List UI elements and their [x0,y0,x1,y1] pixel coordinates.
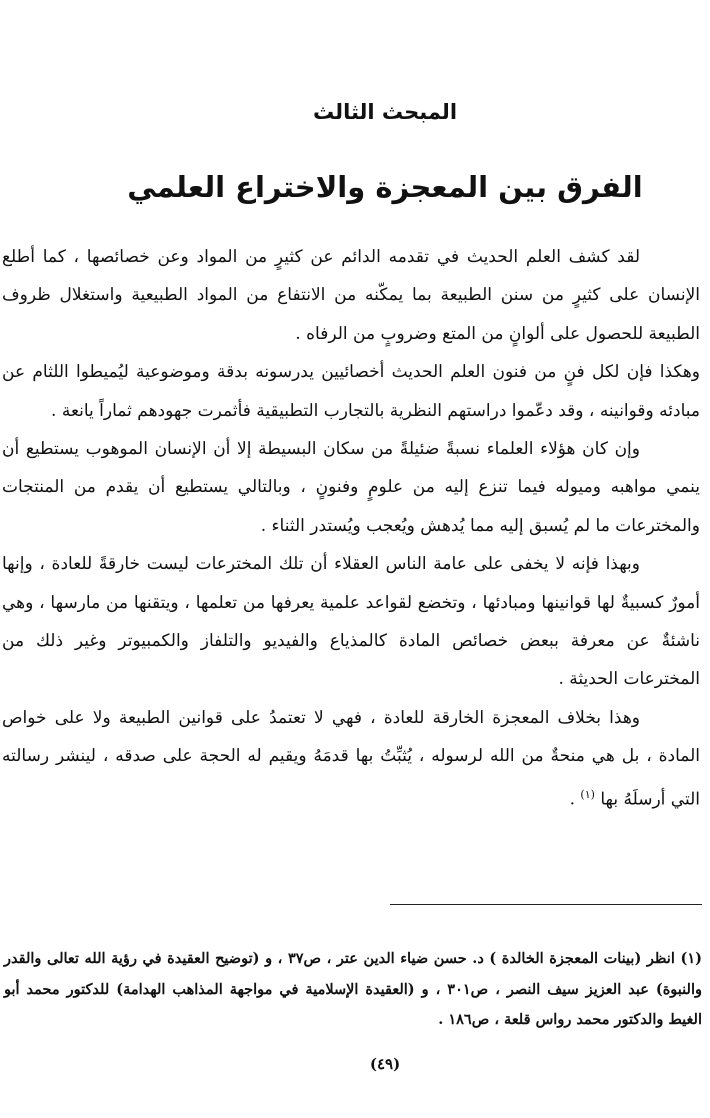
footnotes [4,944,702,1036]
paragraph-text: وهذا بخلاف المعجزة الخارقة للعادة ، فهي لا تعتمدُ على قوانين الطبيعة ولا على خواص المادة ، بل هي منحةٌ من الله لرسوله ، يُثبِّتُ بها قدمَهُ ويقيم له الحجة على صدقه ، لينشر رسالته التي أرسلَهُ بها [2,707,700,810]
section-heading: المبحث الثالث [312,100,458,124]
footnote-item: (١) انظر (بينات المعجزة الخالدة ) د. حسن ضياء الدين عتر ، ص٣٧ ، و (توضيح العقيدة في رؤية الله تعالى والقدر والنبوة) عبد العزيز سيف النصر ، ص٣٠١ ، و (العقيدة الإسلامية في مواجهة المذاهب الهدامة) للدكتور محمد أبو الغيط والدكتور محمد رواس قلعة ، ص١٨٦ . [4,950,702,1028]
body-text [2,238,700,819]
paragraph: لقد كشف العلم الحديث في تقدمه الدائم عن كثيرٍ من المواد وعن خصائصها ، كما أطلع الإنسان على كثيرٍ من سنن الطبيعة بما يمكّنه من الانتفاع من المواد الطبيعية واستغلال ظروف الطبيعة للحصول على ألوانٍ من المتع وضروبٍ من الرفاه . [2,247,700,344]
paragraph [2,699,700,819]
paragraph: وإن كان هؤلاء العلماء نسبةً ضئيلةً من سكان البسيطة إلا أن الإنسان الموهوب يستطيع أن ينمي مواهبه وميوله فيما تنزع إليه من علومٍ وفنونٍ ، وبالتالي يستطيع أن يقدم من المنتجات والمخترعات ما لم يُسبق إليه مما يُدهش ويُعجب ويُستدر الثناء . [2,439,700,536]
page-number: (٤٩) [369,1055,401,1073]
closing-period: . [569,789,581,810]
footnote-reference: (١) [580,787,595,801]
paragraph: وبهذا فإنه لا يخفى على عامة الناس العقلاء أن تلك المخترعات ليست خارقةً للعادة ، وإنها أمورٌ كسبيةٌ لها قوانينها ومبادئها ، وتخضع لقواعد علمية يعرفها من تعلمها ، ويتقنها من مارسها ، وهي ناشئةٌ عن معرفة ببعض خصائص المادة كالمذياع والفيديو والتلفاز والكمبيوتر وغير ذلك من المخترعات الحديثة . [2,554,700,690]
footnote-separator [390,904,702,905]
paragraph: وهكذا فإن لكل فنٍ من فنون العلم الحديث أخصائيين يدرسونه بدقة وموضوعية ليُميطوا اللثام عن مبادئه وقوانينه ، وقد دعّموا دراستهم النظرية بالتجارب التطبيقية فأثمرت جهودهم ثماراً يانعة . [2,362,700,421]
page-title: الفرق بين المعجزة والاختراع العلمي [127,170,643,204]
